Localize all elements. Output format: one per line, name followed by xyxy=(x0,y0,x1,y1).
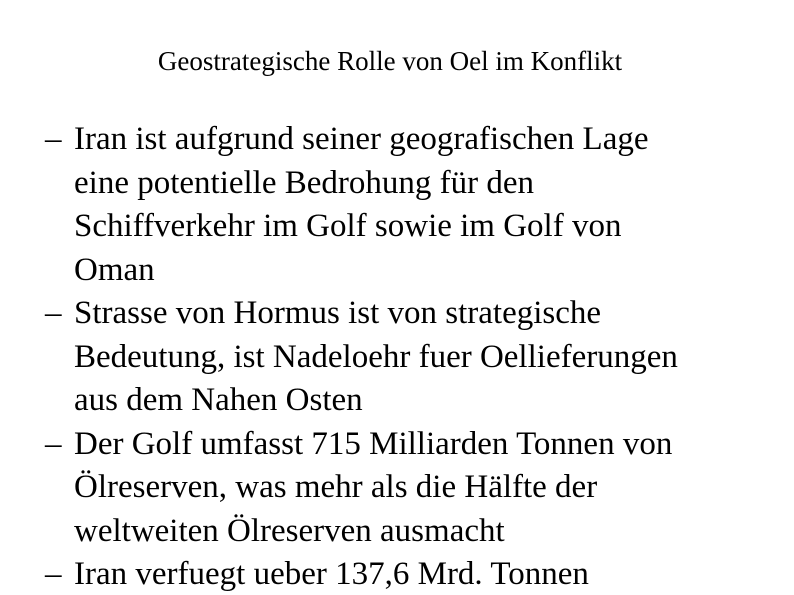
dash-bullet-icon: – xyxy=(45,556,62,592)
bullet-item-iran-threat xyxy=(45,118,785,292)
bullet-line: Schiffverkehr im Golf sowie im Golf von xyxy=(74,208,622,244)
bullet-line: weltweiten Ölreserven ausmacht xyxy=(74,512,505,549)
bullet-line: Bedeutung, ist Nadeloehr fuer Oellieferungen xyxy=(74,338,678,375)
bullet-line: Oman xyxy=(74,251,155,288)
bullet-line: Der Golf umfasst 715 Milliarden Tonnen von xyxy=(74,425,673,462)
bullet-line: Iran ist aufgrund seiner geografischen Lage xyxy=(74,121,649,157)
bullet-item-hormuz xyxy=(45,292,785,423)
bullet-line: eine potentielle Bedrohung für den xyxy=(74,164,535,201)
bullet-line: Iran verfuegt ueber 137,6 Mrd. Tonnen xyxy=(74,556,589,592)
bullet-line: Ölreserven, was mehr als die Hälfte der xyxy=(74,469,598,505)
slide-title: Geostrategische Rolle von Oel im Konflikt xyxy=(157,46,623,76)
bullet-line: aus dem Nahen Osten xyxy=(74,382,363,418)
dash-bullet-icon: – xyxy=(45,121,62,157)
dash-bullet-icon: – xyxy=(45,295,62,331)
bullet-item-iran-reserves xyxy=(45,553,785,595)
bullet-line: Strasse von Hormus ist von strategische xyxy=(74,295,602,331)
bullet-item-gulf-reserves xyxy=(45,423,785,554)
bullet-list xyxy=(45,118,785,595)
dash-bullet-icon: – xyxy=(45,425,62,462)
